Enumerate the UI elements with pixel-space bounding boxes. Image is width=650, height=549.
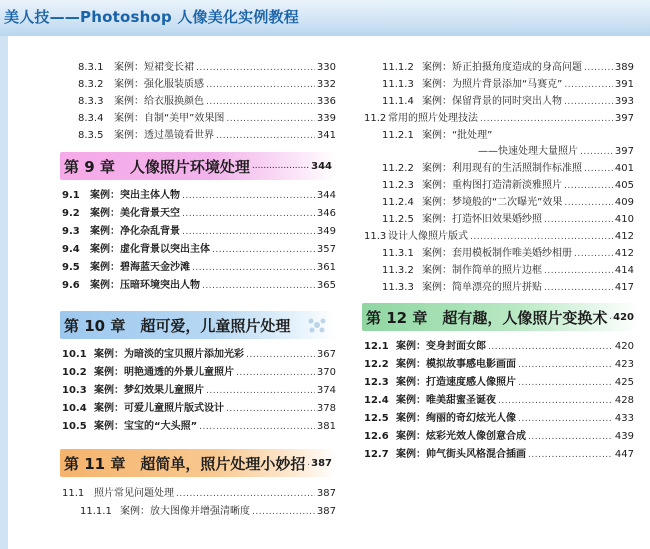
entry-page: 425 — [614, 377, 634, 388]
toc-entry[interactable] — [62, 259, 336, 276]
toc-entry-continuation[interactable] — [478, 143, 634, 160]
leader-dots — [544, 212, 613, 229]
leader-dots — [518, 375, 613, 392]
entry-title: 案例：宝宝的“大头照” — [94, 421, 198, 432]
entry-page: 401 — [614, 163, 634, 174]
leader-dots — [564, 77, 613, 94]
leader-dots — [212, 242, 315, 259]
entry-page: 414 — [614, 265, 634, 276]
toc-entry[interactable] — [78, 127, 336, 144]
toc-entry[interactable] — [364, 338, 634, 355]
entry-page: 447 — [614, 449, 634, 460]
entry-title: 案例：为暗淡的宝贝照片添加光彩 — [94, 349, 244, 360]
book-title: 美人技——Photoshop 人像美化实例教程 — [4, 8, 299, 26]
toc-entry[interactable] — [364, 228, 634, 245]
entry-number: 12.2 — [364, 359, 389, 370]
entry-title: 案例：绚丽的奇幻炫光人像 — [396, 413, 516, 424]
leader-dots — [574, 246, 613, 263]
entry-number: 11.1.4 — [382, 96, 414, 107]
leader-dots — [528, 447, 613, 464]
leader-dots — [564, 195, 613, 212]
toc-entry[interactable] — [382, 76, 634, 93]
leader-dots — [580, 144, 613, 161]
toc-entry[interactable] — [364, 374, 634, 391]
entry-page: 397 — [614, 113, 634, 124]
leader-dots — [480, 111, 613, 128]
chapter-title: 第 9 章 人像照片环境处理 — [64, 157, 250, 176]
entry-title: 案例：透过墨镜看世界 — [114, 130, 214, 141]
toc-entry[interactable] — [364, 410, 634, 427]
entry-title: 案例：打造怀旧效果婚纱照 — [422, 214, 542, 225]
leader-dots — [216, 128, 315, 145]
leader-dots — [584, 161, 613, 178]
entry-page: 344 — [316, 190, 336, 201]
leader-dots — [182, 206, 315, 223]
entry-number: 8.3.1 — [78, 62, 104, 73]
toc-entry[interactable] — [382, 262, 634, 279]
leader-dots — [226, 111, 315, 128]
leader-dots — [192, 260, 315, 277]
chapter-page: 344 — [311, 160, 332, 172]
toc-entry[interactable] — [78, 59, 336, 76]
leader-dots — [252, 504, 315, 521]
flower-decoration-icon — [306, 315, 328, 335]
entry-number: 12.4 — [364, 395, 389, 406]
entry-number: 11.2.4 — [382, 197, 414, 208]
entry-number: 11.2 — [364, 113, 387, 124]
entry-title: 常用的照片处理技法 — [388, 113, 478, 124]
leader-dots — [564, 178, 613, 195]
chapter-title: 第 11 章 超简单，照片处理小妙招 — [64, 454, 306, 473]
entry-title: 案例：套用模板制作唯美婚纱相册 — [422, 248, 572, 259]
entry-title: 案例：打造速度感人像照片 — [396, 377, 516, 388]
leader-dots — [206, 383, 315, 400]
entry-title: 案例：矫正拍摄角度造成的身高问题 — [422, 62, 582, 73]
leader-dots — [196, 60, 315, 77]
entry-title: 案例：放大图像并增强清晰度 — [120, 506, 250, 517]
entry-page: 365 — [316, 280, 336, 291]
leader-dots — [176, 486, 315, 503]
chapter-title: 第 10 章 超可爱，儿童照片处理 — [64, 316, 291, 335]
toc-entry[interactable] — [78, 110, 336, 127]
entry-number: 12.5 — [364, 413, 389, 424]
leader-dots — [246, 347, 315, 364]
entry-page: 410 — [614, 214, 634, 225]
leader-dots — [564, 94, 613, 111]
entry-title: 案例：利用现有的生活照制作标准照 — [422, 163, 582, 174]
toc-entry[interactable] — [382, 194, 634, 211]
toc-entry[interactable] — [78, 93, 336, 110]
entry-page: 420 — [614, 341, 634, 352]
header-bar — [0, 0, 650, 36]
entry-page: 346 — [316, 208, 336, 219]
entry-number: 10.4 — [62, 403, 87, 414]
toc-entry[interactable] — [382, 211, 634, 228]
toc-entry[interactable] — [382, 93, 634, 110]
toc-entry[interactable] — [62, 241, 336, 258]
entry-title: 案例：明艳通透的外景儿童照片 — [94, 367, 234, 378]
entry-number: 12.3 — [364, 377, 389, 388]
entry-page: 397 — [614, 146, 634, 157]
entry-page: 412 — [614, 231, 634, 242]
entry-title: 案例：美化背景天空 — [90, 208, 180, 219]
entry-title: ——快速处理大量照片 — [478, 146, 578, 157]
entry-number: 11.3.2 — [382, 265, 414, 276]
toc-entry[interactable] — [382, 245, 634, 262]
entry-number: 9.6 — [62, 280, 80, 291]
entry-title: 案例：炫彩光效人像创意合成 — [396, 431, 526, 442]
entry-page: 387 — [316, 488, 336, 499]
leader-dots — [236, 365, 315, 382]
toc-entry[interactable] — [62, 223, 336, 240]
leader-dots — [206, 94, 315, 111]
entry-title: 案例：梦境般的“二次曝光”效果 — [422, 197, 563, 208]
entry-number: 8.3.4 — [78, 113, 104, 124]
toc-entry[interactable] — [62, 364, 336, 381]
entry-title: 案例：模拟故事感电影画面 — [396, 359, 516, 370]
entry-number: 11.3.1 — [382, 248, 414, 259]
leader-dots — [488, 339, 613, 356]
chapter-12-heading[interactable] — [362, 303, 638, 331]
entry-page: 412 — [614, 248, 634, 259]
entry-number: 9.2 — [62, 208, 80, 219]
leader-dots — [470, 229, 613, 246]
leader-dots — [584, 60, 613, 77]
entry-title: 案例：制作简单的照片边框 — [422, 265, 542, 276]
toc-entry[interactable] — [62, 346, 336, 363]
entry-page: 387 — [316, 506, 336, 517]
entry-number: 12.1 — [364, 341, 389, 352]
entry-title: 案例：净化杂乱背景 — [90, 226, 180, 237]
entry-page: 393 — [614, 96, 634, 107]
entry-number: 11.2.5 — [382, 214, 414, 225]
entry-number: 10.3 — [62, 385, 87, 396]
entry-title: 案例：碧海蓝天金沙滩 — [90, 262, 190, 273]
leader-dots — [199, 419, 315, 436]
entry-title: 案例：为照片背景添加“马赛克” — [422, 79, 563, 90]
entry-page: 428 — [614, 395, 634, 406]
entry-page: 367 — [316, 349, 336, 360]
entry-number: 11.2.3 — [382, 180, 414, 191]
entry-number: 11.1 — [62, 488, 85, 499]
entry-title: 案例：唯美甜蜜圣诞夜 — [396, 395, 496, 406]
entry-number: 9.3 — [62, 226, 80, 237]
leader-dots — [307, 458, 309, 468]
toc-entry[interactable] — [382, 127, 634, 144]
entry-title: 案例：重构图打造清新淡雅照片 — [422, 180, 562, 191]
entry-number: 11.1.1 — [80, 506, 112, 517]
entry-number: 11.3.3 — [382, 282, 414, 293]
chapter-10-heading[interactable] — [60, 311, 336, 339]
entry-title: 案例：强化服装质感 — [114, 79, 204, 90]
entry-page: 339 — [316, 113, 336, 124]
toc-entry[interactable] — [364, 110, 634, 127]
entry-page: 381 — [316, 421, 336, 432]
entry-page: 409 — [614, 197, 634, 208]
entry-title: 案例：突出主体人物 — [90, 190, 180, 201]
chapter-title: 第 12 章 超有趣，人像照片变换术 — [366, 308, 608, 327]
entry-title: 案例：保留背景的同时突出人物 — [422, 96, 562, 107]
entry-number: 8.3.5 — [78, 130, 104, 141]
entry-page: 417 — [614, 282, 634, 293]
entry-page: 433 — [614, 413, 634, 424]
entry-page: 361 — [316, 262, 336, 273]
leader-dots — [518, 357, 613, 374]
leader-dots — [206, 77, 315, 94]
entry-page: 357 — [316, 244, 336, 255]
entry-title: 案例：短裙变长裙 — [114, 62, 194, 73]
toc-entry[interactable] — [364, 428, 634, 445]
toc-entry[interactable] — [62, 187, 336, 204]
leader-dots — [182, 188, 315, 205]
entry-title: 案例：给衣服换颜色 — [114, 96, 204, 107]
entry-title: 设计人像照片版式 — [388, 231, 468, 242]
entry-title: 案例：可爱儿童照片版式设计 — [94, 403, 224, 414]
toc-entry[interactable] — [78, 76, 336, 93]
entry-number: 8.3.3 — [78, 96, 104, 107]
chapter-page: 387 — [311, 457, 332, 469]
toc-entry[interactable] — [62, 418, 336, 435]
entry-title: 案例：自制“美甲”效果图 — [114, 113, 225, 124]
entry-number: 8.3.2 — [78, 79, 104, 90]
entry-page: 370 — [316, 367, 336, 378]
toc-entry[interactable] — [382, 177, 634, 194]
toc-entry[interactable] — [364, 392, 634, 409]
leader-dots — [498, 393, 613, 410]
entry-page: 332 — [316, 79, 336, 90]
entry-title: 案例：压暗环境突出人物 — [90, 280, 200, 291]
entry-number: 11.2.2 — [382, 163, 414, 174]
toc-entry[interactable] — [382, 160, 634, 177]
entry-page: 439 — [614, 431, 634, 442]
entry-title: 案例：“批处理” — [422, 130, 493, 141]
leader-dots — [544, 263, 613, 280]
entry-page: 391 — [614, 79, 634, 90]
toc-entry[interactable] — [364, 446, 634, 463]
entry-page: 341 — [316, 130, 336, 141]
entry-number: 12.7 — [364, 449, 389, 460]
leader-dots — [182, 224, 315, 241]
leader-dots — [544, 280, 613, 297]
toc-entry[interactable] — [62, 205, 336, 222]
entry-page: 405 — [614, 180, 634, 191]
entry-number: 9.1 — [62, 190, 80, 201]
toc-entry[interactable] — [382, 279, 634, 296]
entry-number: 10.1 — [62, 349, 87, 360]
left-margin-stripe — [0, 36, 8, 549]
entry-number: 11.3 — [364, 231, 387, 242]
entry-page: 374 — [316, 385, 336, 396]
entry-number: 9.5 — [62, 262, 80, 273]
toc-entry[interactable] — [62, 382, 336, 399]
entry-title: 案例：变身封面女郎 — [396, 341, 486, 352]
toc-entry[interactable] — [62, 400, 336, 417]
entry-number: 10.2 — [62, 367, 87, 378]
toc-entry[interactable] — [80, 503, 336, 520]
entry-number: 11.2.1 — [382, 130, 414, 141]
leader-dots — [609, 312, 611, 322]
chapter-9-heading[interactable] — [60, 152, 336, 180]
entry-page: 423 — [614, 359, 634, 370]
toc-entry[interactable] — [62, 485, 336, 502]
toc-entry[interactable] — [364, 356, 634, 373]
entry-title: 照片常见问题处理 — [94, 488, 174, 499]
entry-page: 389 — [614, 62, 634, 73]
entry-number: 9.4 — [62, 244, 80, 255]
toc-entry[interactable] — [62, 277, 336, 294]
entry-page: 378 — [316, 403, 336, 414]
leader-dots — [252, 161, 309, 171]
entry-title: 案例：简单漂亮的照片拼贴 — [422, 282, 542, 293]
chapter-11-heading[interactable] — [60, 449, 336, 477]
chapter-page: 420 — [613, 311, 634, 323]
entry-number: 10.5 — [62, 421, 87, 432]
entry-page: 330 — [316, 62, 336, 73]
entry-number: 11.1.2 — [382, 62, 414, 73]
entry-title: 案例：帅气街头风格混合插画 — [396, 449, 526, 460]
leader-dots — [226, 401, 315, 418]
entry-page: 349 — [316, 226, 336, 237]
entry-number: 11.1.3 — [382, 79, 414, 90]
leader-dots — [528, 429, 613, 446]
entry-title: 案例：虚化背景以突出主体 — [90, 244, 210, 255]
entry-page: 336 — [316, 96, 336, 107]
entry-title: 案例：梦幻效果儿童照片 — [94, 385, 204, 396]
leader-dots — [518, 411, 613, 428]
leader-dots — [202, 278, 315, 295]
entry-number: 12.6 — [364, 431, 389, 442]
toc-entry[interactable] — [382, 59, 634, 76]
